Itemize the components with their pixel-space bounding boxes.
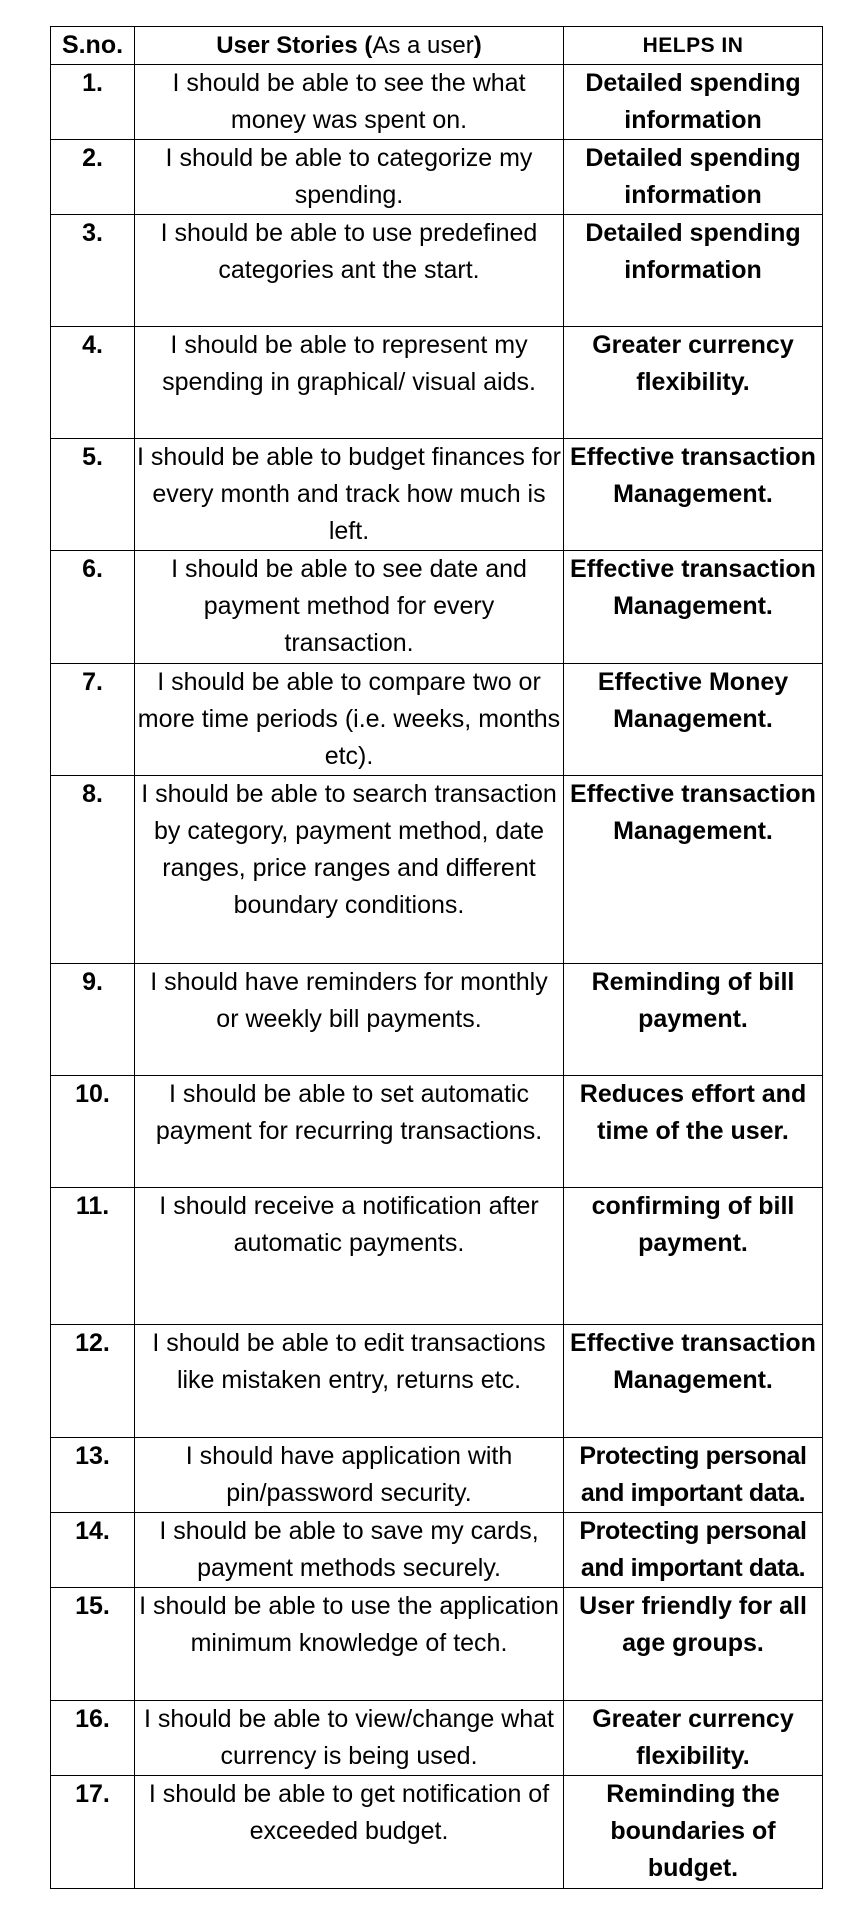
row-helps: confirming of bill payment.	[564, 1188, 823, 1325]
row-helps: Detailed spending information	[564, 65, 823, 140]
row-sno: 2.	[51, 140, 135, 215]
row-helps: Reminding of bill payment.	[564, 964, 823, 1076]
row-sno: 13.	[51, 1438, 135, 1513]
table-row	[51, 664, 823, 776]
header-helps-in: HELPS IN	[564, 27, 823, 65]
header-story-close: )	[473, 31, 482, 59]
row-helps: Greater currency flexibility.	[564, 1701, 823, 1776]
row-helps: Protecting personal and important data.	[564, 1438, 823, 1513]
header-sno: S.no.	[51, 27, 135, 65]
row-sno: 14.	[51, 1513, 135, 1588]
row-sno: 17.	[51, 1776, 135, 1889]
table-row	[51, 1776, 823, 1889]
row-sno: 8.	[51, 776, 135, 964]
row-helps: User friendly for all age groups.	[564, 1588, 823, 1701]
row-story: I should be able to edit transactions like mistaken entry, returns etc.	[135, 1325, 564, 1438]
row-sno: 9.	[51, 964, 135, 1076]
row-sno: 16.	[51, 1701, 135, 1776]
table-row	[51, 1188, 823, 1325]
table-row	[51, 1513, 823, 1588]
row-helps: Detailed spending information	[564, 215, 823, 327]
row-story: I should receive a notification after automatic payments.	[135, 1188, 564, 1325]
row-sno: 7.	[51, 664, 135, 776]
row-story: I should have reminders for monthly or weekly bill payments.	[135, 964, 564, 1076]
table-row	[51, 140, 823, 215]
row-story: I should be able to view/change what currency is being used.	[135, 1701, 564, 1776]
row-helps: Protecting personal and important data.	[564, 1513, 823, 1588]
table-row	[51, 776, 823, 964]
row-story: I should be able to set automatic payment for recurring transactions.	[135, 1076, 564, 1188]
row-sno: 5.	[51, 439, 135, 551]
row-story: I should be able to use predefined categories ant the start.	[135, 215, 564, 327]
header-user-stories	[135, 27, 564, 65]
row-story: I should be able to see date and payment method for every transaction.	[135, 551, 564, 664]
table-row	[51, 65, 823, 140]
header-story-main: User Stories	[216, 31, 365, 59]
row-sno: 12.	[51, 1325, 135, 1438]
table-row	[51, 551, 823, 664]
header-story-open: (	[364, 31, 373, 59]
row-sno: 11.	[51, 1188, 135, 1325]
row-sno: 15.	[51, 1588, 135, 1701]
row-sno: 1.	[51, 65, 135, 140]
row-story: I should be able to represent my spending in graphical/ visual aids.	[135, 327, 564, 439]
row-helps: Effective transaction Management.	[564, 439, 823, 551]
row-helps: Effective transaction Management.	[564, 1325, 823, 1438]
header-story-paren: As a user	[372, 31, 474, 59]
row-helps: Detailed spending information	[564, 140, 823, 215]
row-helps: Effective Money Management.	[564, 664, 823, 776]
row-story: I should be able to compare two or more time periods (i.e. weeks, months etc).	[135, 664, 564, 776]
table-row	[51, 964, 823, 1076]
row-helps: Effective transaction Management.	[564, 551, 823, 664]
table-row	[51, 1438, 823, 1513]
table-row	[51, 439, 823, 551]
row-story: I should be able to categorize my spending.	[135, 140, 564, 215]
table-row	[51, 327, 823, 439]
row-story: I should be able to get notification of exceeded budget.	[135, 1776, 564, 1889]
row-story: I should be able to save my cards, payment methods securely.	[135, 1513, 564, 1588]
row-story: I should be able to use the application minimum knowledge of tech.	[135, 1588, 564, 1701]
table-row	[51, 215, 823, 327]
table-row	[51, 1701, 823, 1776]
row-sno: 6.	[51, 551, 135, 664]
table-row	[51, 1076, 823, 1188]
row-helps: Reduces effort and time of the user.	[564, 1076, 823, 1188]
table-row	[51, 1588, 823, 1701]
row-sno: 4.	[51, 327, 135, 439]
row-story: I should be able to budget finances for every month and track how much is left.	[135, 439, 564, 551]
row-helps: Greater currency flexibility.	[564, 327, 823, 439]
row-sno: 3.	[51, 215, 135, 327]
table-row	[51, 1325, 823, 1438]
row-helps: Reminding the boundaries of budget.	[564, 1776, 823, 1889]
row-helps: Effective transaction Management.	[564, 776, 823, 964]
user-stories-table	[50, 26, 823, 1889]
row-story: I should be able to see the what money was spent on.	[135, 65, 564, 140]
row-sno: 10.	[51, 1076, 135, 1188]
row-story: I should be able to search transaction by category, payment method, date ranges, price ranges and different boundary conditions.	[135, 776, 564, 964]
header-row	[51, 27, 823, 65]
row-story: I should have application with pin/password security.	[135, 1438, 564, 1513]
